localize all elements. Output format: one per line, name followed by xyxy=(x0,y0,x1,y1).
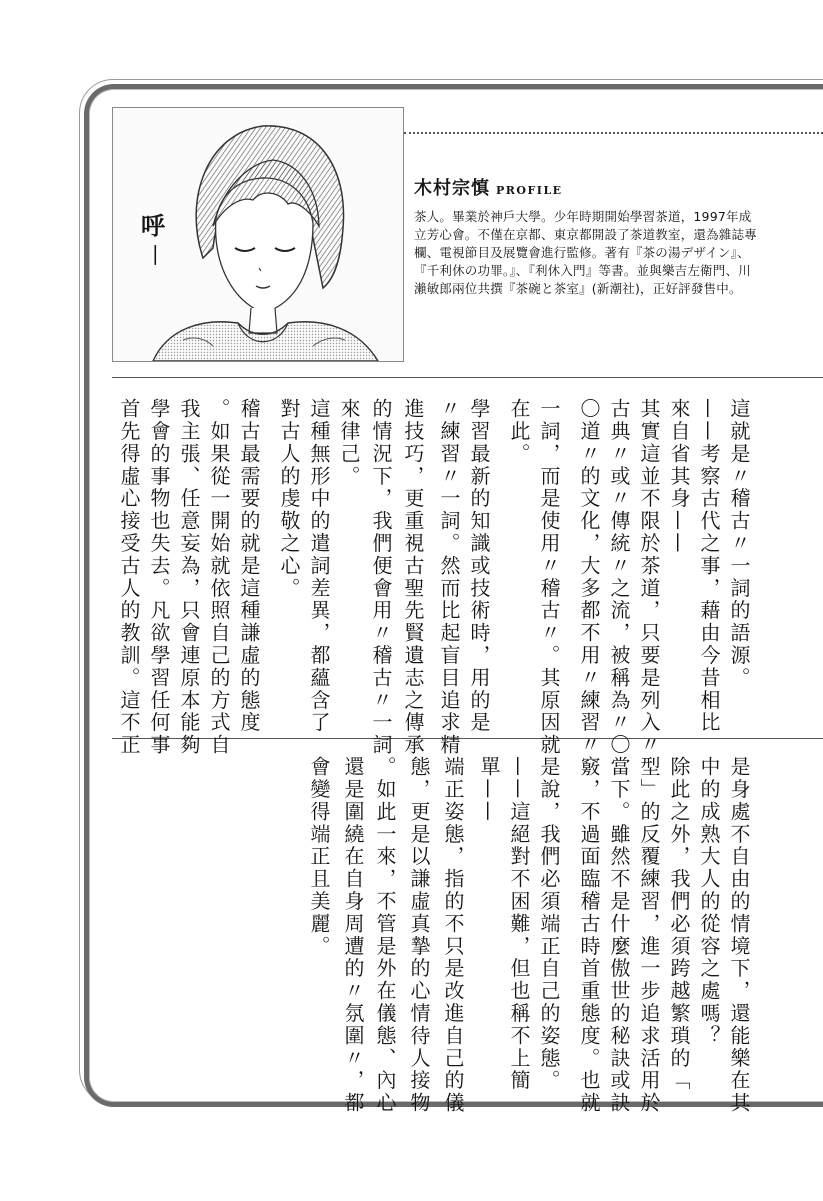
portrait-illustration xyxy=(112,107,404,362)
lower-col-3: 除此之外，我們必須跨越繁瑣的「 xyxy=(667,756,691,1092)
upper-col-8: 在此。 xyxy=(507,398,531,466)
upper-col-6: 〇道〃的文化，大多都不用〃練習〃 xyxy=(577,398,601,757)
lower-col-14: 會變得端正且美麗。 xyxy=(307,756,331,958)
upper-col-17: 。如果從一開始就依照自己的方式自 xyxy=(207,398,231,757)
upper-col-13: 來律己。 xyxy=(337,398,361,488)
lower-col-6: 竅，不過面臨稽古時首重態度。也就 xyxy=(577,756,601,1115)
lower-col-8: ——這絕對不困難，但也稱不上簡 xyxy=(507,756,531,1092)
upper-col-10: 〃練習〃一詞。然而比起盲目追求精 xyxy=(437,398,461,757)
upper-col-9: 學習最新的知識或技術時，用的是 xyxy=(467,398,491,734)
lower-col-7: 是說，我們必須端正自己的姿態。 xyxy=(537,756,561,1092)
lower-col-10: 端正姿態，指的不只是改進自己的儀 xyxy=(441,756,465,1115)
upper-col-7: 一詞，而是使用〃稽古〃。其原因就 xyxy=(537,398,561,757)
upper-col-5: 古典〃或〃傳統〃之流，被稱為〃〇 xyxy=(607,398,631,757)
upper-col-12: 的情況下，我們便會用〃稽古〃一詞 xyxy=(369,398,393,757)
upper-section-divider xyxy=(112,377,823,378)
upper-col-11: 進技巧，更重視古聖先賢遺志之傳承 xyxy=(401,398,425,757)
lower-col-12: 。如此一來，不管是外在儀態、內心 xyxy=(373,756,397,1115)
profile-label: PROFILE xyxy=(496,184,563,197)
lower-col-1: 是身處不自由的情境下，還能樂在其 xyxy=(727,756,751,1115)
upper-col-16: 稽古最需要的就是這種謙虛的態度 xyxy=(237,398,261,734)
lower-col-13: 還是圍繞在自身周遭的〃氛圍〃，都 xyxy=(341,756,365,1115)
profile-dotted-divider xyxy=(404,132,823,134)
lower-col-9: 單—— xyxy=(477,756,501,824)
lower-col-4: 型」的反覆練習，進一步追求活用於 xyxy=(637,756,661,1115)
upper-col-2: ——考察古代之事，藉由今昔相比 xyxy=(697,398,721,734)
profile-name: 木村宗慎 xyxy=(414,178,490,199)
lower-col-2: 中的成熟大人的從容之處嗎？ xyxy=(697,756,721,1048)
upper-col-19: 學會的事物也失去。凡欲學習任何事 xyxy=(147,398,171,757)
upper-col-18: 我主張、任意妄為，只會連原本能夠 xyxy=(177,398,201,757)
upper-col-4: 其實這並不限於茶道，只要是列入〃 xyxy=(637,398,661,757)
lower-col-11: 態，更是以謙虛真摯的心情待人接物 xyxy=(407,756,431,1115)
upper-col-3: 來自省其身—— xyxy=(667,398,691,555)
lower-col-5: 當下。雖然不是什麼傲世的秘訣或訣 xyxy=(607,756,631,1115)
profile-description: 茶人。畢業於神戶大學。少年時期開始學習茶道，1997年成立芳心會。不僅在京都、東京都開設了茶道教室，還為雜誌專欄、電視節目及展覽會進行監修。著有『茶の湯デザイン』、『千利休の功罪。』、『利休入門』等書。並與樂吉左衛門、川瀨敏郎兩位共撰『茶碗と茶室』(新潮社)，正好評發售中。 xyxy=(414,209,757,296)
upper-col-15: 對古人的虔敬之心。 xyxy=(277,398,301,600)
sfx-breath-tail: — xyxy=(143,244,168,266)
upper-col-1: 這就是〃稽古〃一詞的語源。 xyxy=(727,398,751,690)
upper-col-20: 首先得虛心接受古人的教訓。這不正 xyxy=(117,398,141,757)
upper-col-14: 這種無形中的遣詞差異，都蘊含了 xyxy=(307,398,331,734)
sfx-breath: 呼 xyxy=(141,212,165,240)
profile-heading xyxy=(414,174,563,199)
